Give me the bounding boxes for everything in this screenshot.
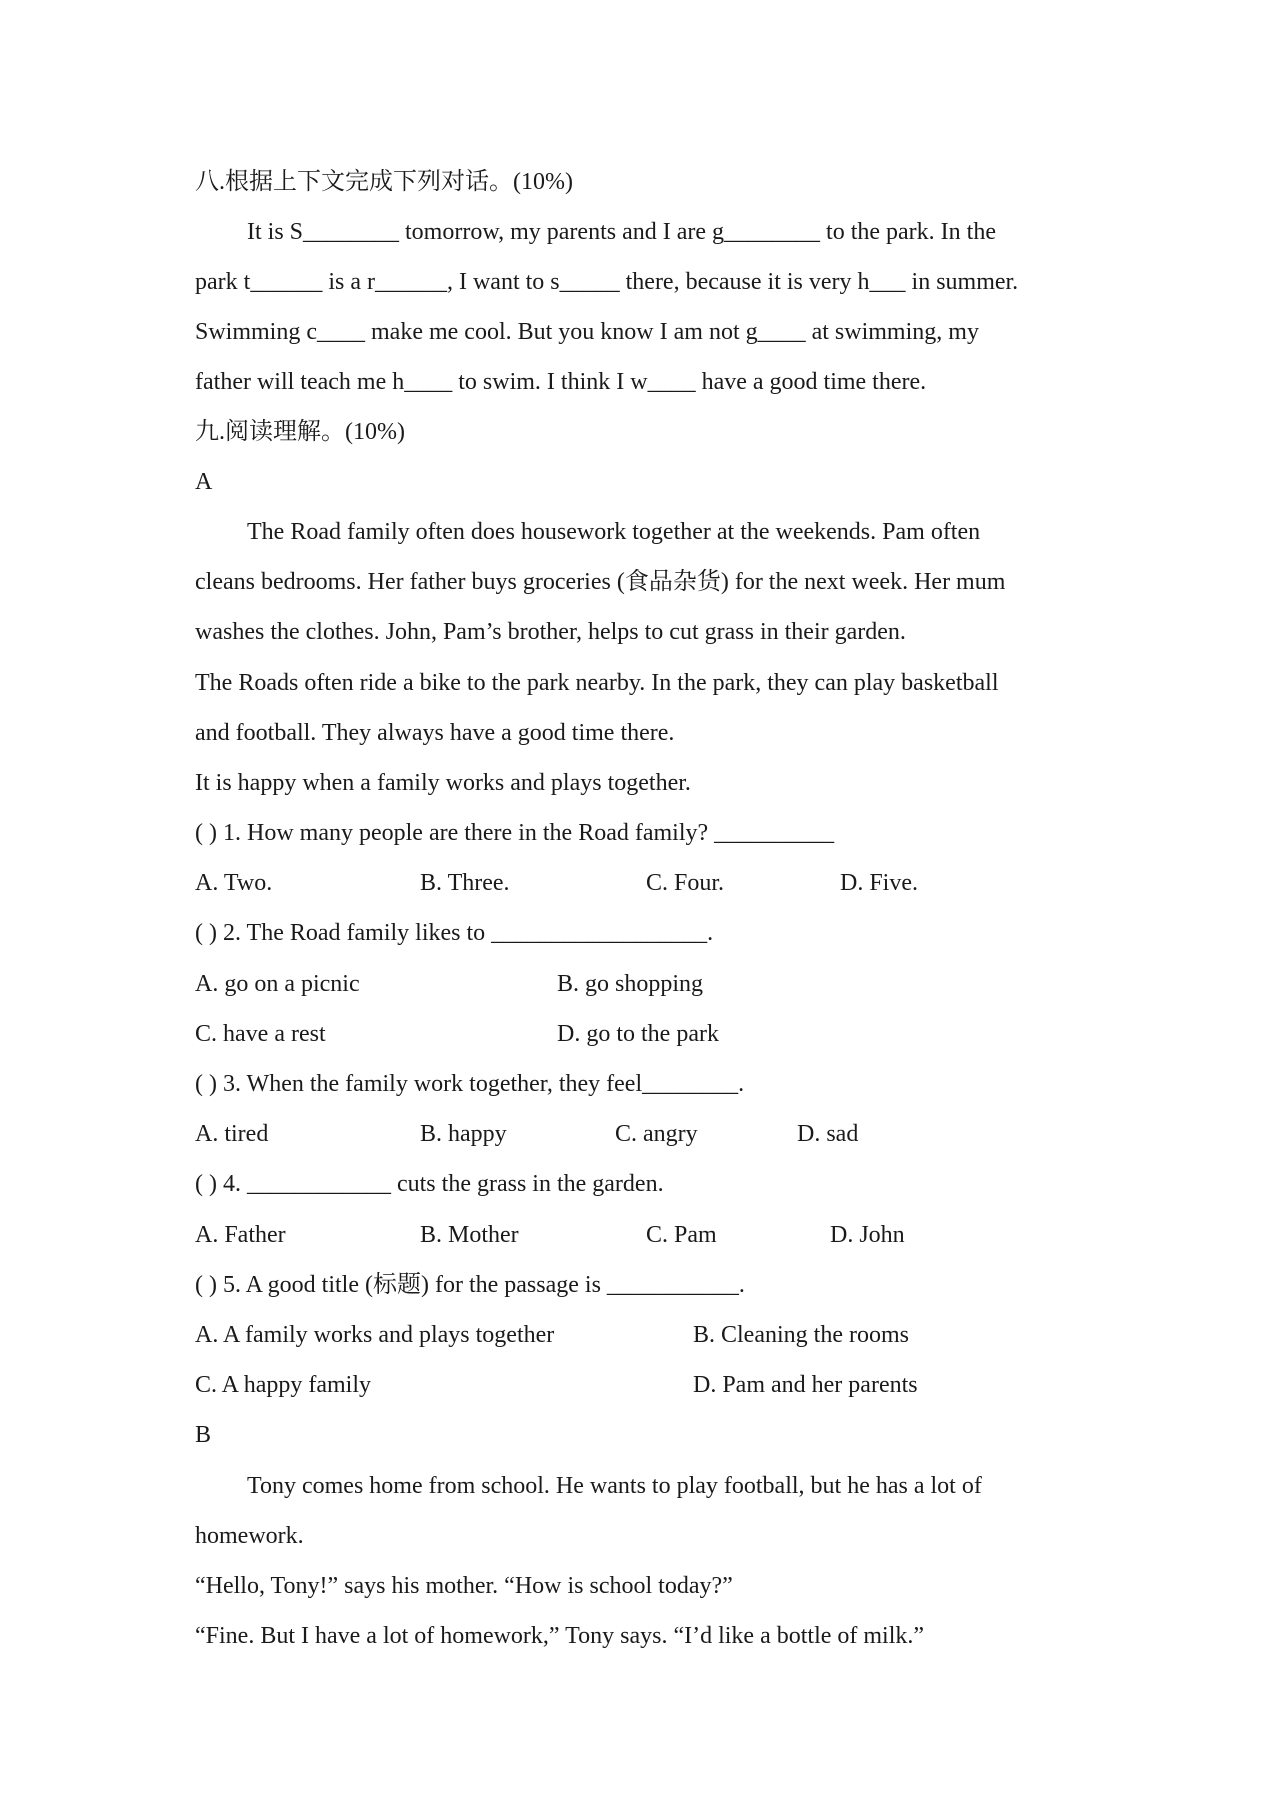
question-5-option-d: D. Pam and her parents	[693, 1372, 918, 1398]
passage-a-line: and football. They always have a good time there.	[195, 720, 675, 746]
question-3-option-b: B. happy	[420, 1121, 507, 1147]
question-1-option-c: C. Four.	[646, 870, 725, 896]
question-2-option-b: B. go shopping	[557, 971, 704, 997]
passage-b-line: “Fine. But I have a lot of homework,” Tony says. “I’d like a bottle of milk.”	[195, 1623, 925, 1649]
question-4-option-a: A. Father	[195, 1222, 286, 1248]
section-8-heading: 八.根据上下文完成下列对话。(10%)	[195, 169, 573, 195]
passage-b-label: B	[195, 1422, 212, 1448]
question-4-option-c: C. Pam	[646, 1222, 717, 1248]
question-2-option-d: D. go to the park	[557, 1021, 719, 1047]
cloze-line: Swimming c____ make me cool. But you know I am not g____ at swimming, my	[195, 319, 979, 345]
cloze-line: park t______ is a r______, I want to s_____ there, because it is very h___ in summer.	[195, 269, 1019, 295]
question-5-option-a: A. A family works and plays together	[195, 1322, 555, 1348]
question-1-option-b: B. Three.	[420, 870, 510, 896]
passage-b-line: “Hello, Tony!” says his mother. “How is school today?”	[195, 1573, 733, 1599]
question-2-stem: ( ) 2. The Road family likes to __________________.	[195, 920, 714, 946]
question-1-option-d: D. Five.	[840, 870, 918, 896]
passage-a-line: It is happy when a family works and plays together.	[195, 770, 691, 796]
passage-b-line: homework.	[195, 1523, 304, 1549]
passage-a-line: The Roads often ride a bike to the park nearby. In the park, they can play basketball	[195, 670, 999, 696]
question-3-stem: ( ) 3. When the family work together, they feel________.	[195, 1071, 745, 1097]
question-1-stem: ( ) 1. How many people are there in the Road family? __________	[195, 820, 835, 846]
passage-a-line: The Road family often does housework together at the weekends. Pam often	[247, 519, 981, 545]
question-4-option-b: B. Mother	[420, 1222, 519, 1248]
question-5-stem: ( ) 5. A good title (标题) for the passage is ___________.	[195, 1272, 745, 1298]
passage-b-line: Tony comes home from school. He wants to play football, but he has a lot of	[247, 1473, 982, 1499]
question-3-option-a: A. tired	[195, 1121, 269, 1147]
question-2-option-a: A. go on a picnic	[195, 971, 360, 997]
question-5-option-b: B. Cleaning the rooms	[693, 1322, 909, 1348]
passage-a-label: A	[195, 469, 213, 495]
cloze-line: father will teach me h____ to swim. I think I w____ have a good time there.	[195, 369, 927, 395]
question-4-stem: ( ) 4. ____________ cuts the grass in the garden.	[195, 1171, 664, 1197]
question-3-option-c: C. angry	[615, 1121, 698, 1147]
question-2-option-c: C. have a rest	[195, 1021, 326, 1047]
section-9-heading: 九.阅读理解。(10%)	[195, 419, 405, 445]
question-4-option-d: D. John	[830, 1222, 905, 1248]
passage-a-line: washes the clothes. John, Pam’s brother, helps to cut grass in their garden.	[195, 619, 906, 645]
question-5-option-c: C. A happy family	[195, 1372, 371, 1398]
question-1-option-a: A. Two.	[195, 870, 273, 896]
cloze-line: It is S________ tomorrow, my parents and I are g________ to the park. In the	[247, 219, 996, 245]
passage-a-line: cleans bedrooms. Her father buys groceries (食品杂货) for the next week. Her mum	[195, 569, 1006, 595]
question-3-option-d: D. sad	[797, 1121, 859, 1147]
